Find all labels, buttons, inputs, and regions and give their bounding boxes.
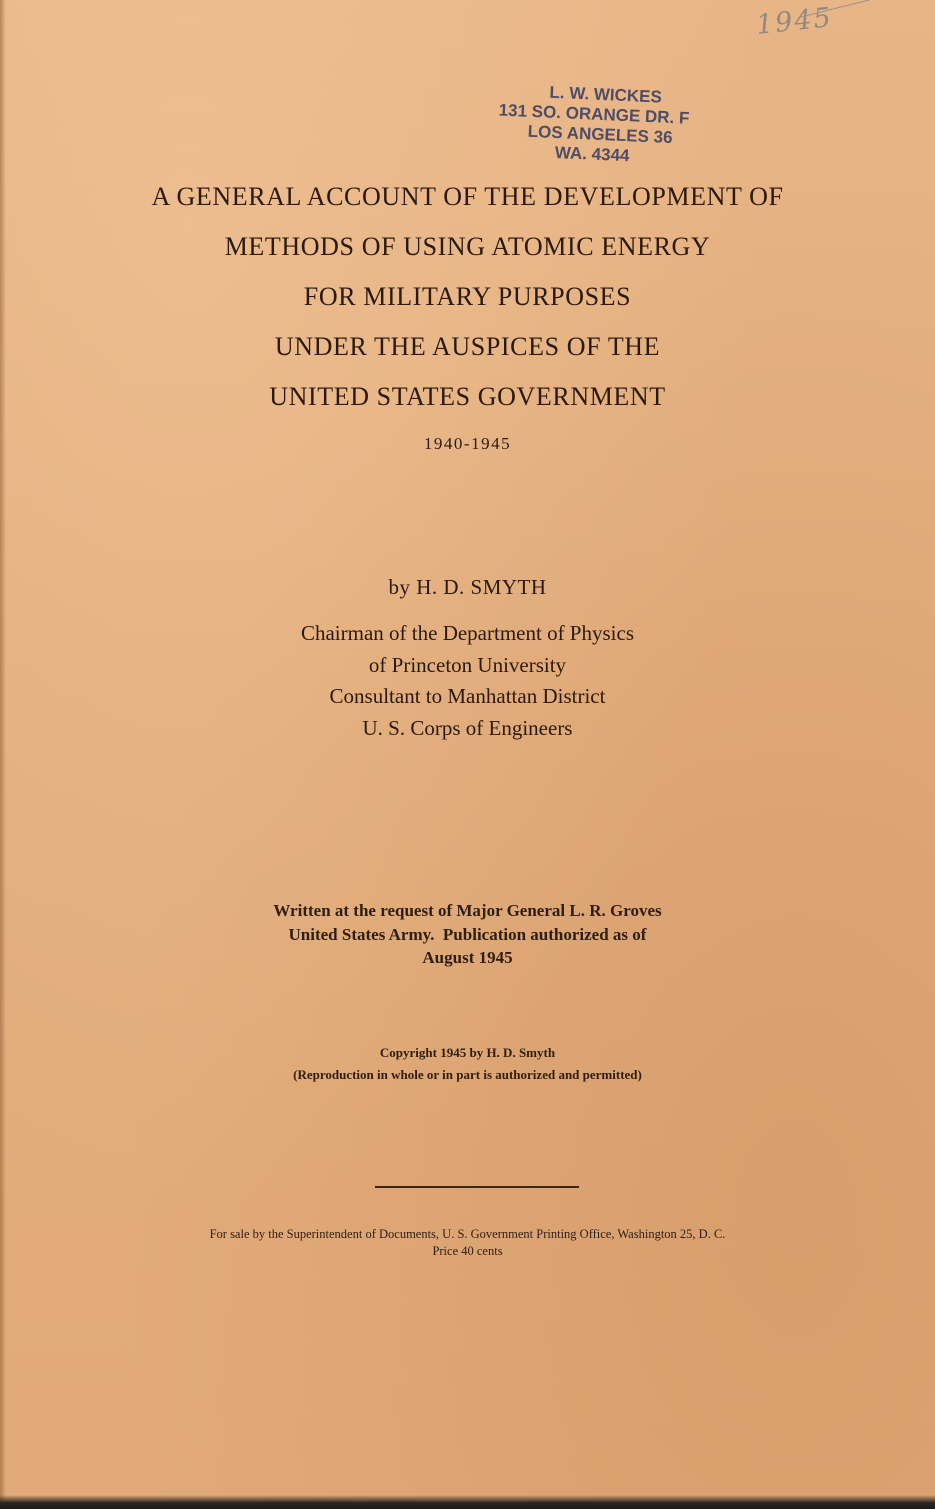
document-title: [0, 172, 935, 466]
title-years: 1940-1945: [423, 434, 512, 453]
sale-notice: [0, 1226, 935, 1260]
title-line: UNDER THE AUSPICES OF THE: [274, 332, 661, 361]
title-line: FOR MILITARY PURPOSES: [303, 282, 632, 311]
price-line: Price 40 cents: [432, 1244, 503, 1258]
copyright-notice: [0, 1042, 935, 1086]
copyright-line: Copyright 1945 by H. D. Smyth: [379, 1045, 556, 1060]
stamp-line: WA. 4344: [554, 142, 630, 166]
note-line: Written at the request of Major General L. R. Groves: [273, 901, 662, 920]
author-credential: U. S. Corps of Engineers: [362, 715, 573, 740]
paper-bottom-edge: [0, 1495, 935, 1509]
author-credential: Consultant to Manhattan District: [329, 684, 606, 708]
pencil-note: 1945: [754, 2, 835, 41]
authorization-note: [0, 899, 935, 970]
owner-stamp: [485, 80, 748, 171]
note-line: August 1945: [422, 948, 513, 967]
title-line: METHODS OF USING ATOMIC ENERGY: [224, 232, 711, 261]
author-credential: Chairman of the Department of Physics: [300, 621, 634, 645]
title-line: UNITED STATES GOVERNMENT: [269, 382, 666, 411]
divider-rule: [375, 1186, 579, 1188]
note-line: United States Army. Publication authorized as of: [288, 924, 647, 944]
author-block: [0, 575, 935, 744]
author-credential: of Princeton University: [368, 652, 567, 677]
stamp-line: 131 SO. ORANGE DR. F: [498, 100, 690, 128]
reproduction-line: (Reproduction in whole or in part is authorized and permitted): [293, 1067, 642, 1082]
stamp-line: LOS ANGELES 36: [527, 121, 673, 148]
title-line: A GENERAL ACCOUNT OF THE DEVELOPMENT OF: [151, 182, 784, 211]
sale-line: For sale by the Superintendent of Documents, U. S. Government Printing Office, Washington 25, D. C.: [209, 1227, 726, 1241]
stamp-line: L. W. WICKES: [549, 82, 663, 107]
author-byline: by H. D. SMYTH: [388, 575, 547, 599]
